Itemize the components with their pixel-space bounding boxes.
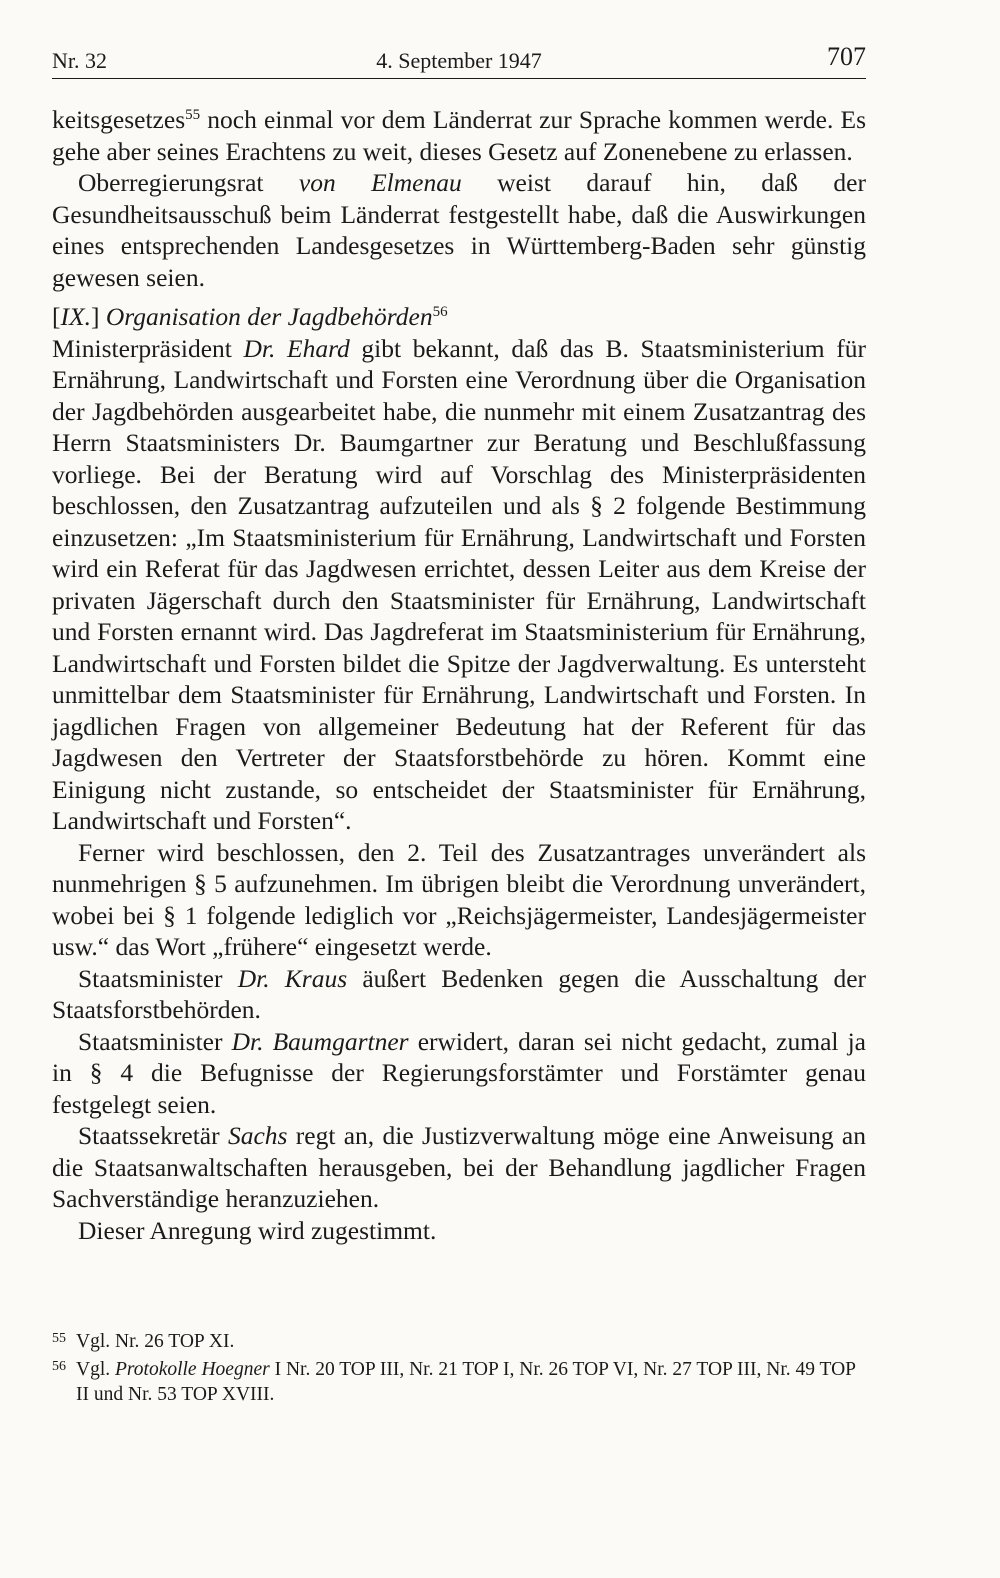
text-run: erwidert, daran sei nicht gedacht, zumal ja in § 4 die Befugnisse der Regierungsforstämter und Forstämter genau festgelegt seien. <box>52 1026 866 1119</box>
paragraph-7 <box>52 1120 866 1215</box>
section-heading <box>52 301 866 333</box>
paragraph-4: Ferner wird beschlossen, den 2. Teil des Zusatzantrages unverändert als nunmehrigen § 5 aufzunehmen. Im übrigen bleibt die Verordnung unverändert, wobei bei § 1 folgende lediglich vor „Reichsjägermeister, Landesjägermeister usw.“ das Wort „frühere“ eingesetzt werde. <box>52 837 866 961</box>
section-title: Organisation der Jagdbehörden <box>99 302 433 331</box>
footnote-ref-56: 56 <box>432 304 448 320</box>
footnote-ref-55: 55 <box>185 107 201 123</box>
speaker-name: Dr. Ehard <box>243 333 350 363</box>
paragraph-5 <box>52 963 866 1026</box>
text-run: regt an, die Justizverwaltung möge eine Anweisung an die Staatsanwaltschaften herausgeben, bei der Behandlung jagdlicher Fragen Sachverständige heranzuziehen. <box>52 1121 867 1213</box>
footnote-text: I Nr. 20 TOP III, Nr. 21 TOP I, Nr. 26 TOP VI, Nr. 27 TOP III, Nr. 49 TOP II und Nr. 53 TOP XVIII. <box>76 1359 856 1405</box>
footnote-number: 56 <box>52 1359 66 1374</box>
text-run: gibt bekannt, daß das B. Staatsministerium für Ernährung, Landwirtschaft und Forsten eine Verordnung über die Organisation der Jagdbehörden ausgearbeitet habe, die nunmehr mit einem Zusatzantrag des Herrn Staatsministers Dr. Baumgartner zur Beratung und Beschlußfassung vorliege. Bei der Beratung wird auf Vorschlag des Ministerpräsidenten beschlossen, den Zusatzantrag aufzuteilen und als § 2 folgende Bestimmung einzusetzen: „Im Staatsministerium für Ernährung, Landwirtschaft und Forsten wird ein Referat für das Jagdwesen errichtet, dessen Leiter aus dem Kreise der privaten Jägerschaft durch den Staatsminister für Ernährung, Landwirtschaft und Forsten ernannt wird. Das Jagdreferat im Staatsministerium für Ernährung, Landwirtschaft und Forsten bildet die Spitze der Jagdverwaltung. Es untersteht unmittelbar dem Staatsminister für Ernährung, Landwirtschaft und Forsten. In jagdlichen Fragen von allgemeiner Bedeutung hat der Referent für das Jagdwesen den Vertreter der Staatsforstbehörde zu hören. Kommt eine Einigung nicht zustande, so entscheidet der Staatsminister für Ernährung, Landwirtschaft und Forsten“. <box>52 333 866 835</box>
text-run: Staatsminister <box>78 963 238 993</box>
text-run: äußert Bedenken gegen die Ausschaltung der Staatsforstbehörden. <box>52 963 867 1024</box>
header-date: 4. September 1947 <box>376 48 542 73</box>
paragraph-6 <box>52 1026 866 1121</box>
paragraph-8: Dieser Anregung wird zugestimmt. <box>78 1215 437 1245</box>
text-run: Oberregierungsrat <box>78 168 299 197</box>
footnotes <box>52 1326 866 1407</box>
paragraph-3 <box>52 333 866 837</box>
text-run: keitsgesetzes <box>52 105 186 134</box>
footnote-56 <box>52 1354 866 1407</box>
text-run: Ministerpräsident <box>52 333 244 363</box>
footnote-text: Vgl. <box>76 1359 115 1380</box>
text-run: Staatssekretär <box>78 1121 228 1150</box>
speaker-name: Dr. Kraus <box>237 963 348 993</box>
running-header <box>52 40 866 74</box>
paragraph-1 <box>52 104 866 167</box>
text-run: noch einmal vor dem Länderrat zur Sprache kommen werde. Es gehe aber seines Erachtens zu weit, dieses Gesetz auf Zonenebene zu erlassen. <box>52 105 866 166</box>
header-rule <box>52 78 866 79</box>
text-run: weist darauf hin, daß der Gesundheitsausschuß beim Länderrat festgestellt habe, daß die Auswirkungen eines entsprechenden Landesgesetzes in Württemberg-Baden sehr günstig gewesen seien. <box>52 168 866 292</box>
text-run: Staatsminister <box>78 1026 232 1056</box>
paragraph-2 <box>52 167 866 293</box>
speaker-name: von Elmenau <box>298 168 462 197</box>
footnote-number: 55 <box>52 1331 66 1346</box>
footnote-italic: Protokolle Hoegner <box>115 1359 270 1380</box>
page-number: 707 <box>827 42 866 71</box>
footnote-55 <box>52 1326 866 1354</box>
main-text <box>52 104 866 1246</box>
footnote-text: Vgl. Nr. 26 TOP XI. <box>76 1331 235 1352</box>
section-number: [IX.] <box>52 302 100 331</box>
speaker-name: Sachs <box>227 1121 288 1150</box>
speaker-name: Dr. Baumgartner <box>231 1026 409 1056</box>
issue-number: Nr. 32 <box>52 48 107 73</box>
